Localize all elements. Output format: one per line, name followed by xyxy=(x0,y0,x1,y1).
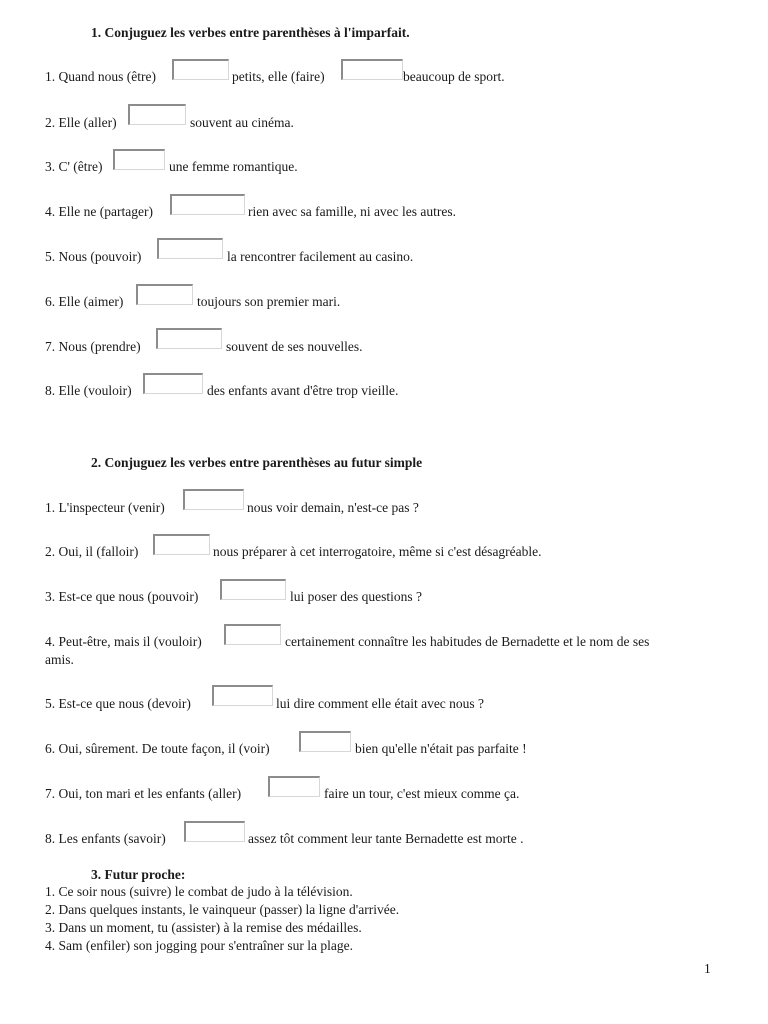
item-text: lui poser des questions ? xyxy=(290,589,422,604)
answer-field[interactable] xyxy=(299,731,351,752)
item-text: 5. Est-ce que nous (devoir) xyxy=(45,696,191,711)
item-text: une femme romantique. xyxy=(169,159,298,174)
list-item: 2. Dans quelques instants, le vainqueur (passer) la ligne d'arrivée. xyxy=(45,902,400,917)
item-text: 1. Quand nous (être) xyxy=(45,69,156,84)
answer-field[interactable] xyxy=(183,489,244,510)
item-text: nous préparer à cet interrogatoire, même si c'est désagréable. xyxy=(213,544,542,559)
item-text: 2. Elle (aller) xyxy=(45,115,117,130)
item-text: faire un tour, c'est mieux comme ça. xyxy=(324,786,520,801)
item-text: petits, elle (faire) xyxy=(232,69,325,84)
answer-field[interactable] xyxy=(212,685,273,706)
item-text: 4. Elle ne (partager) xyxy=(45,204,153,219)
answer-field[interactable] xyxy=(170,194,245,215)
list-item: 3. Dans un moment, tu (assister) à la remise des médailles. xyxy=(45,920,362,935)
exercise-1-item-1 xyxy=(45,69,156,85)
answer-field[interactable] xyxy=(220,579,286,600)
item-text: 3. Est-ce que nous (pouvoir) xyxy=(45,589,199,604)
item-text: 3. C' (être) xyxy=(45,159,103,174)
answer-field[interactable] xyxy=(143,373,203,394)
answer-field[interactable] xyxy=(184,821,245,842)
section-2-heading: 2. Conjuguez les verbes entre parenthèses au futur simple xyxy=(91,455,423,470)
section-3-heading: 3. Futur proche: xyxy=(91,867,186,882)
section-1-heading: 1. Conjuguez les verbes entre parenthèses à l'imparfait. xyxy=(91,25,410,40)
item-text: 5. Nous (pouvoir) xyxy=(45,249,142,264)
answer-field[interactable] xyxy=(268,776,320,797)
item-text: souvent au cinéma. xyxy=(190,115,294,130)
item-text: souvent de ses nouvelles. xyxy=(226,339,363,354)
item-text: des enfants avant d'être trop vieille. xyxy=(207,383,399,398)
item-text: rien avec sa famille, ni avec les autres. xyxy=(248,204,457,219)
answer-field[interactable] xyxy=(341,59,403,80)
item-text: toujours son premier mari. xyxy=(197,294,341,309)
answer-field[interactable] xyxy=(224,624,281,645)
list-item: 4. Sam (enfiler) son jogging pour s'entraîner sur la plage. xyxy=(45,938,353,953)
item-text: 6. Oui, sûrement. De toute façon, il (voir) xyxy=(45,741,270,756)
item-text: certainement connaître les habitudes de Bernadette et le nom de ses xyxy=(285,634,650,649)
item-text: nous voir demain, n'est-ce pas ? xyxy=(247,500,419,515)
item-text: 6. Elle (aimer) xyxy=(45,294,124,309)
answer-field[interactable] xyxy=(113,149,165,170)
item-text: assez tôt comment leur tante Bernadette est morte . xyxy=(248,831,524,846)
answer-field[interactable] xyxy=(128,104,186,125)
item-text: 2. Oui, il (falloir) xyxy=(45,544,139,559)
answer-field[interactable] xyxy=(172,59,229,80)
answer-field[interactable] xyxy=(136,284,193,305)
item-text: 8. Les enfants (savoir) xyxy=(45,831,166,846)
item-text: beaucoup de sport. xyxy=(403,69,505,84)
answer-field[interactable] xyxy=(153,534,210,555)
item-text: la rencontrer facilement au casino. xyxy=(227,249,414,264)
item-text: bien qu'elle n'était pas parfaite ! xyxy=(355,741,527,756)
item-text: amis. xyxy=(45,652,74,667)
item-text: 8. Elle (vouloir) xyxy=(45,383,132,398)
item-text: 4. Peut-être, mais il (vouloir) xyxy=(45,634,202,649)
page-number: 1 xyxy=(704,961,711,976)
item-text: lui dire comment elle était avec nous ? xyxy=(276,696,485,711)
item-text: 1. L'inspecteur (venir) xyxy=(45,500,165,515)
answer-field[interactable] xyxy=(156,328,222,349)
list-item: 1. Ce soir nous (suivre) le combat de judo à la télévision. xyxy=(45,884,353,899)
item-text: 7. Oui, ton mari et les enfants (aller) xyxy=(45,786,242,801)
answer-field[interactable] xyxy=(157,238,223,259)
item-text: 7. Nous (prendre) xyxy=(45,339,141,354)
